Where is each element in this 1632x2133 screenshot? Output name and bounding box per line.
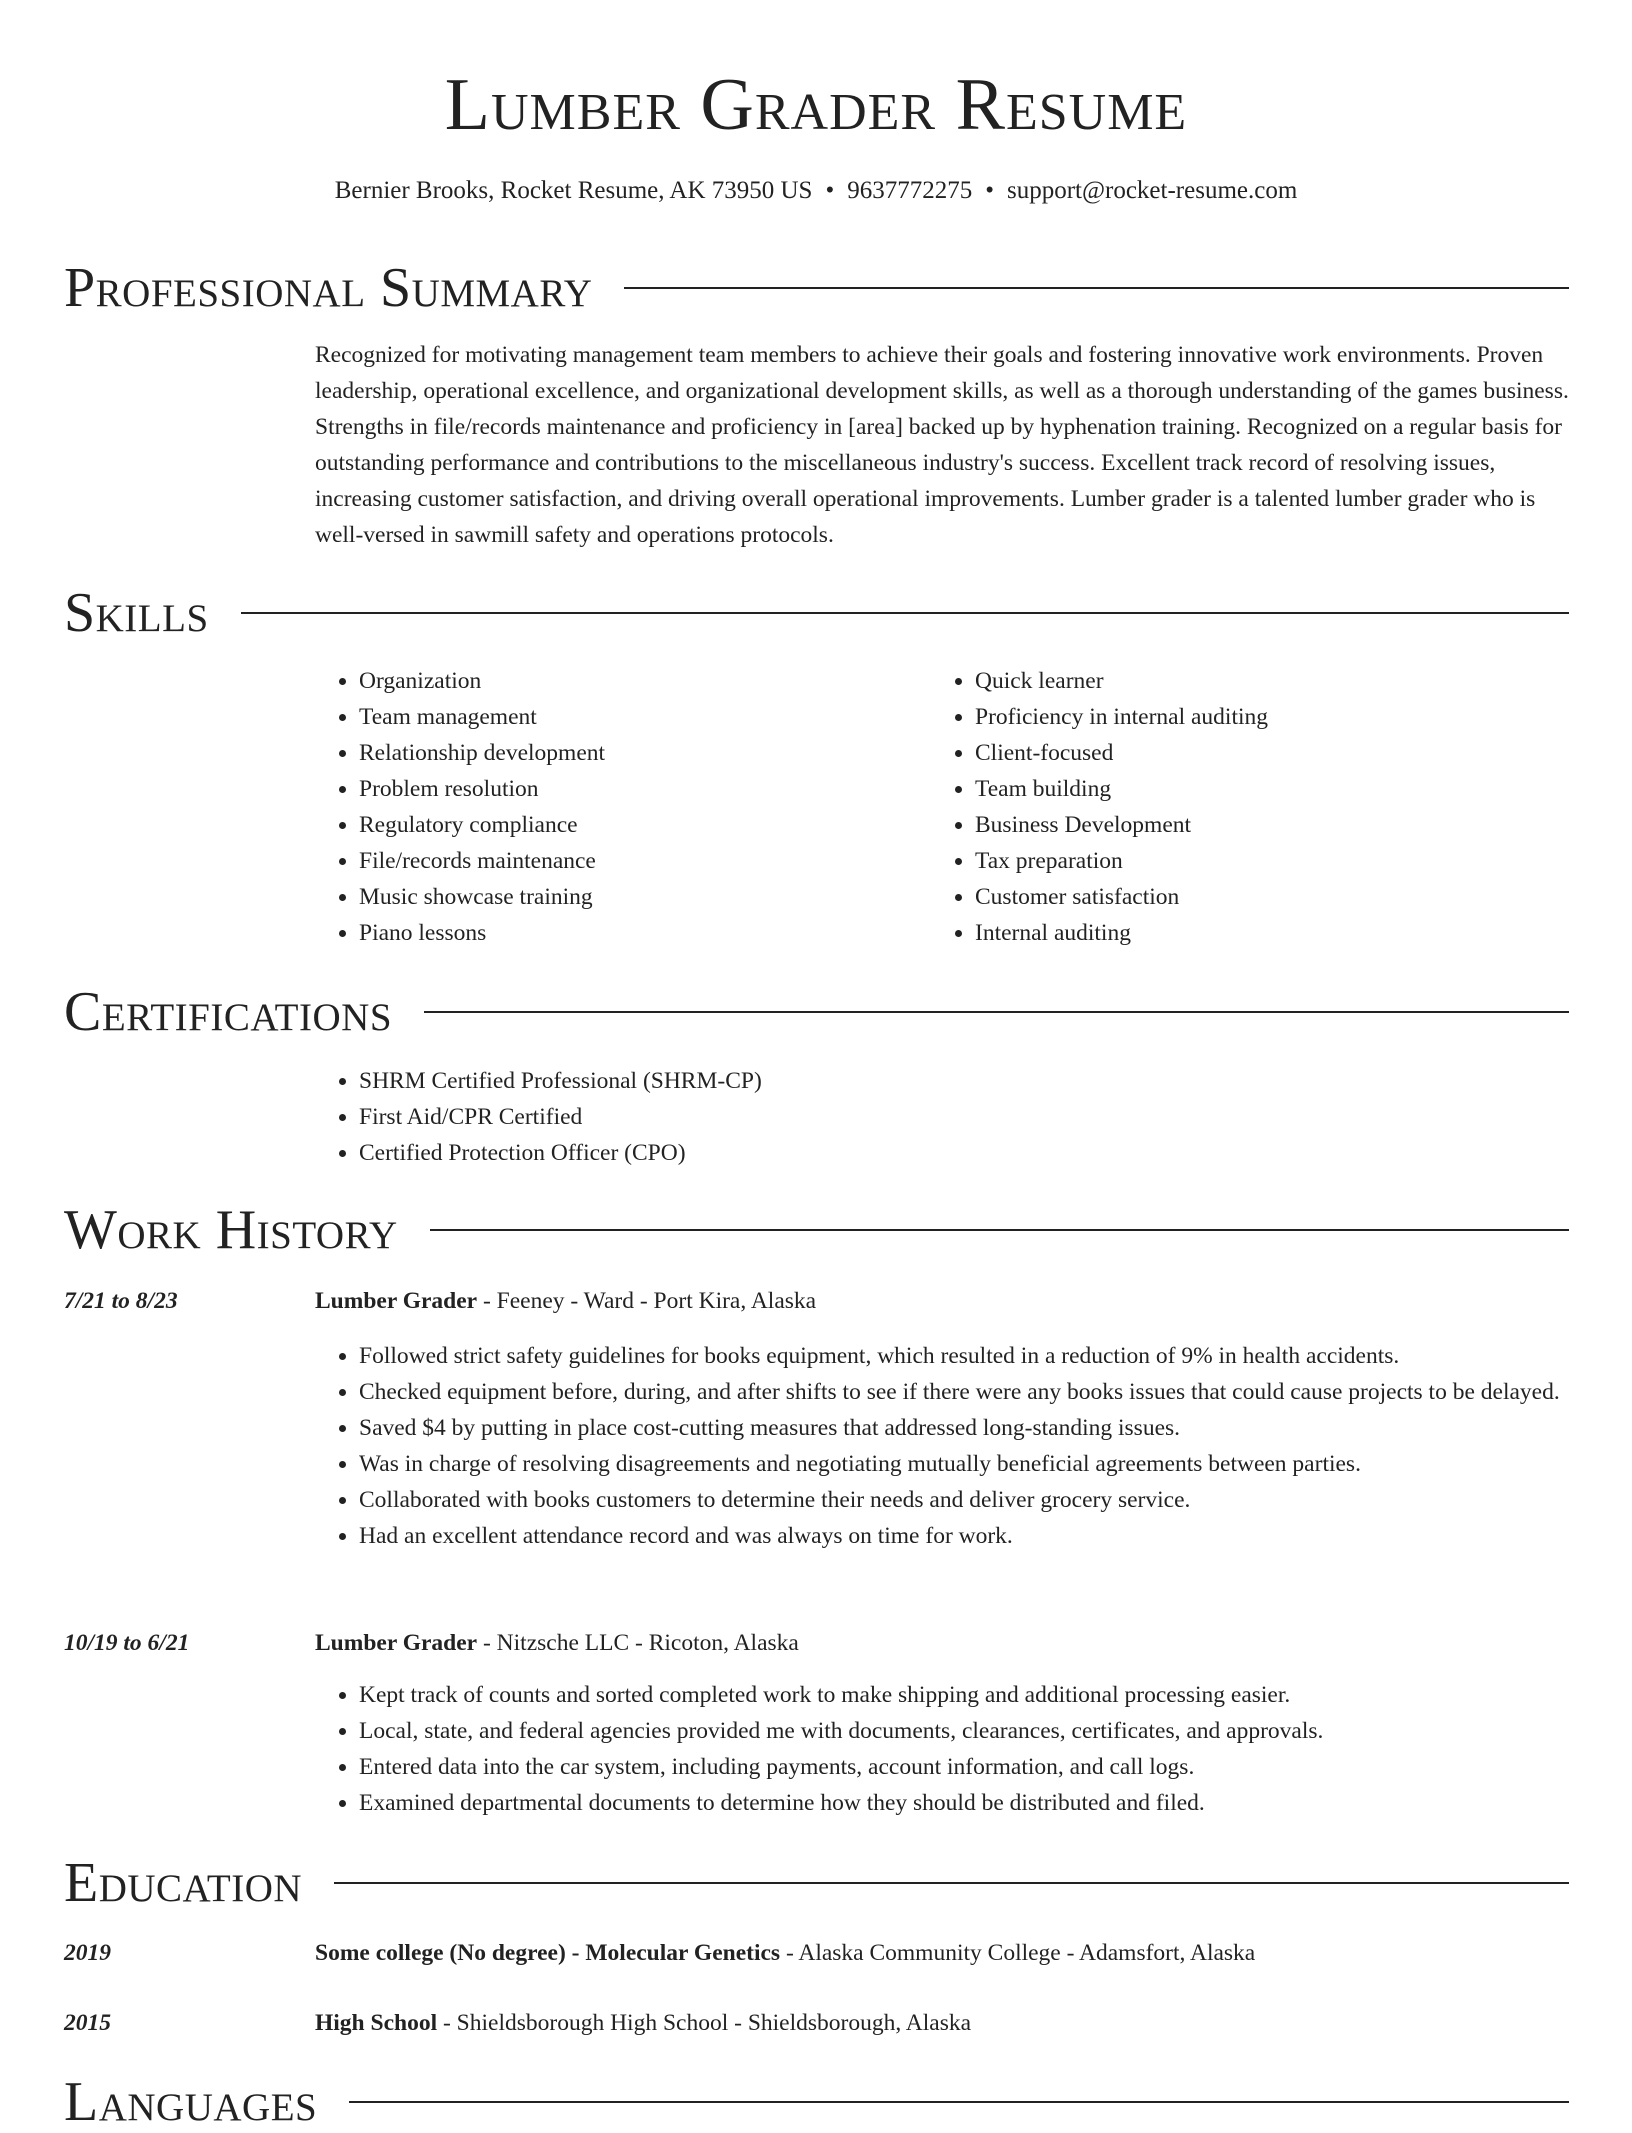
skill-item: • Regulatory compliance [359,807,895,843]
section-header-skills [64,583,1569,643]
education-year: 2015 [64,2010,111,2036]
section-title-summary: Professional Summary [64,257,593,319]
education-entry [315,2005,1570,2041]
summary-text: Recognized for motivating management team members to achieve their goals and fostering innovative work environments. Proven leadership, operational excellence, and organizational development skills, as well as a thorough understanding of the games business. Strengths in file/records maintenance and proficiency in [area] backed up by hyphenation training. Recognized on a regular basis for outstanding performance and contributions to the miscellaneous industry's success. Excellent track record of resolving issues, increasing customer satisfaction, and driving overall operational improvements. Lumber grader is a talented lumber grader who is well-versed in sawmill safety and operations protocols. [315,342,1569,548]
section-header-languages [64,2072,1569,2132]
certifications-block [315,1063,1565,1171]
contact-separator: • [825,177,835,204]
job-duty: • Saved $4 by putting in place cost-cutting measures that addressed long-standing issues. [359,1410,1575,1446]
certification-item: • First Aid/CPR Certified [359,1099,1565,1135]
skill-item: • Customer satisfaction [975,879,1551,915]
job-duty: • Entered data into the car system, including payments, account information, and call logs. [359,1749,1575,1785]
skill-item: • Tax preparation [975,843,1551,879]
job-heading [315,1283,1570,1319]
job-duty: • Kept track of counts and sorted completed work to make shipping and additional processing easier. [359,1677,1575,1713]
contact-phone: 9637772275 [847,177,973,204]
certification-item: • Certified Protection Officer (CPO) [359,1135,1565,1171]
section-header-work-history [64,1200,1569,1260]
section-title-education: Education [64,1852,303,1914]
education-school: - Shieldsborough High School - Shieldsborough, Alaska [437,2010,972,2036]
education-school: - Alaska Community College - Adamsfort, Alaska [780,1940,1256,1966]
job-heading [315,1625,1570,1661]
job-duty: • Followed strict safety guidelines for books equipment, which resulted in a reduction of 9% in health accidents. [359,1338,1575,1374]
section-header-education [64,1853,1569,1913]
skill-item: • Proficiency in internal auditing [975,699,1551,735]
section-title-work-history: Work History [64,1199,398,1261]
skill-item: • Music showcase training [359,879,895,915]
skill-item: • Piano lessons [359,915,895,951]
skill-item: • Problem resolution [359,771,895,807]
skill-item: • Business Development [975,807,1551,843]
page-title: Lumber Grader Resume [444,64,1188,146]
skill-item: • Quick learner [975,663,1551,699]
contact-line [0,175,1632,207]
job-duty: • Examined departmental documents to determine how they should be distributed and filed. [359,1785,1575,1821]
job-employer: - Feeney - Ward - Port Kira, Alaska [477,1288,817,1314]
contact-email: support@rocket-resume.com [1006,177,1298,204]
job-duty: • Local, state, and federal agencies provided me with documents, clearances, certificates, and approvals. [359,1713,1575,1749]
skill-item: • Team management [359,699,895,735]
job-employer: - Nitzsche LLC - Ricoton, Alaska [477,1630,799,1656]
section-title-languages: Languages [64,2071,318,2133]
job-duty: • Had an excellent attendance record and was always on time for work. [359,1518,1575,1554]
skill-item: • Client-focused [975,735,1551,771]
job-duty: • Collaborated with books customers to determine their needs and deliver grocery service. [359,1482,1575,1518]
job-dates: 10/19 to 6/21 [64,1630,190,1656]
section-divider [624,287,1569,289]
job-duties-list [315,1338,1575,1554]
section-header-certifications [64,982,1569,1042]
section-title-skills: Skills [64,582,209,644]
skill-item: • Organization [359,663,895,699]
job-duty: • Checked equipment before, during, and after shifts to see if there were any books issues that could cause projects to be delayed. [359,1374,1575,1410]
section-divider [424,1011,1569,1013]
section-divider [430,1229,1569,1231]
education-degree: High School [315,2010,438,2036]
job-title: Lumber Grader [315,1630,478,1656]
job-dates: 7/21 to 8/23 [64,1288,178,1314]
skill-item: • Relationship development [359,735,895,771]
section-divider [334,1882,1569,1884]
skill-item: • Team building [975,771,1551,807]
section-divider [241,612,1569,614]
section-header-summary [64,258,1569,318]
contact-address: Bernier Brooks, Rocket Resume, AK 73950 US [334,177,813,204]
skill-item: • Internal auditing [975,915,1551,951]
education-degree: Some college (No degree) - Molecular Genetics [315,1940,781,1966]
certifications-list [315,1063,1565,1171]
job-duty: • Was in charge of resolving disagreements and negotiating mutually beneficial agreements between parties. [359,1446,1575,1482]
education-entry [315,1935,1570,1971]
certification-item: • SHRM Certified Professional (SHRM-CP) [359,1063,1565,1099]
skills-column-left [315,663,895,951]
job-duties [315,1677,1575,1821]
skills-column-right [931,663,1551,951]
section-divider [349,2101,1569,2103]
education-year: 2019 [64,1940,111,1966]
skills-list-right [931,663,1551,951]
job-duties-list [315,1677,1575,1821]
job-title: Lumber Grader [315,1288,478,1314]
section-title-certifications: Certifications [64,981,393,1043]
contact-separator: • [985,177,994,204]
skill-item: • File/records maintenance [359,843,895,879]
skills-list-left [315,663,895,951]
job-duties [315,1338,1575,1554]
